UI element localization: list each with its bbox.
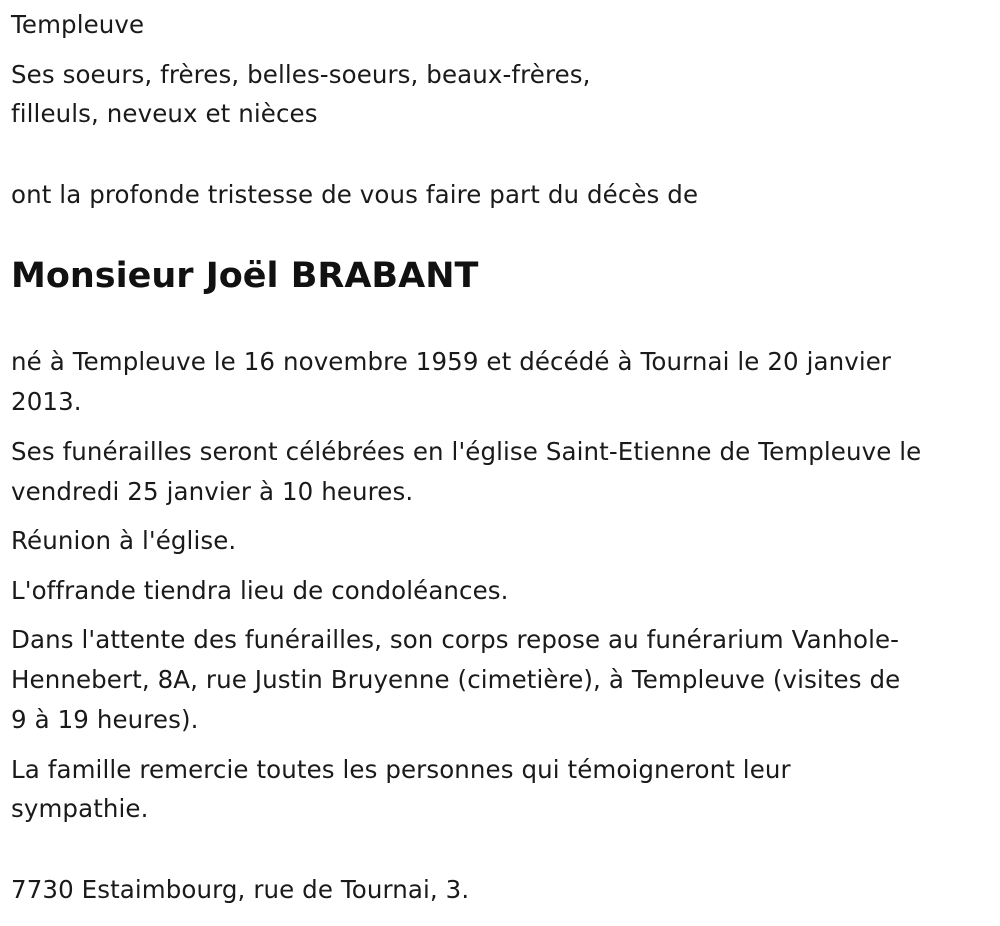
thanks-text-line-2: sympathie.: [11, 794, 149, 823]
birth-death-text-line-2: 2013.: [11, 387, 82, 416]
family-text-line-1: Ses soeurs, frères, belles-soeurs, beaux-frères,: [11, 60, 591, 89]
location-text: Templeuve: [11, 10, 145, 39]
announcement-text: ont la profonde tristesse de vous faire part du décès de: [11, 180, 699, 209]
funerarium-text-line-3: 9 à 19 heures).: [11, 705, 199, 734]
family-text-line-2: filleuls, neveux et nièces: [11, 99, 318, 128]
thanks-text-line-1: La famille remercie toutes les personnes qui témoigneront leur: [11, 755, 791, 784]
funerarium-text-line-2: Hennebert, 8A, rue Justin Bruyenne (cimetière), à Templeuve (visites de: [11, 665, 901, 694]
funeral-text-line-2: vendredi 25 janvier à 10 heures.: [11, 477, 414, 506]
meeting-text: Réunion à l'église.: [11, 526, 237, 555]
deceased-name: Monsieur Joël BRABANT: [11, 256, 479, 296]
birth-death-text-line-1: né à Templeuve le 16 novembre 1959 et décédé à Tournai le 20 janvier: [11, 347, 892, 376]
funerarium-text-line-1: Dans l'attente des funérailles, son corps repose au funérarium Vanhole-: [11, 625, 900, 654]
address-text: 7730 Estaimbourg, rue de Tournai, 3.: [11, 875, 470, 904]
funeral-text-line-1: Ses funérailles seront célébrées en l'église Saint-Etienne de Templeuve le: [11, 437, 922, 466]
offering-text: L'offrande tiendra lieu de condoléances.: [11, 576, 509, 605]
